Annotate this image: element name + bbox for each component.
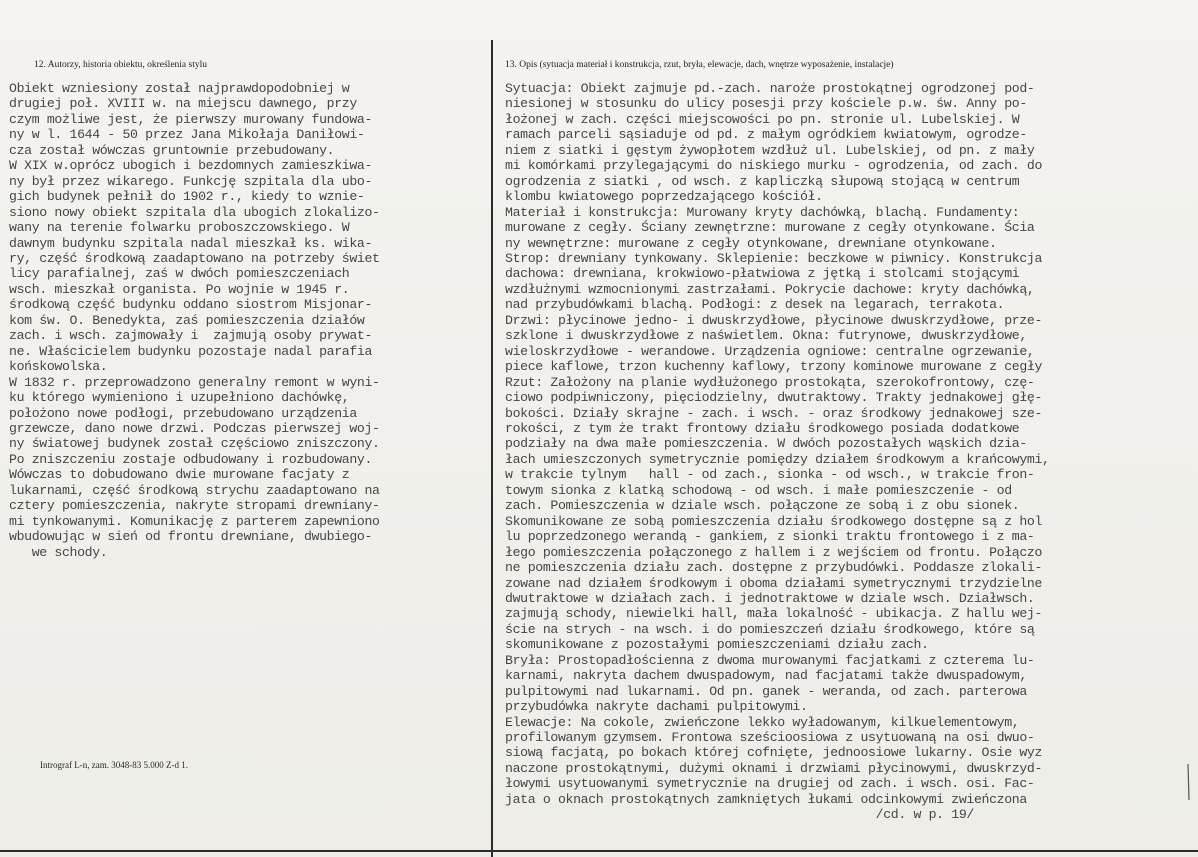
text-line: mi komórkami przylegającymi do niskiego murku - ogrodzenia, od zach. do — [505, 158, 1043, 174]
text-line: jata o oknach prostokątnych zamkniętych łukami odcinkowymi zwieńczona — [505, 791, 1027, 807]
text-line: drugiej poł. XVIII w. na miejscu dawnego, przy — [9, 96, 357, 112]
text-line: łożonej w zach. części miejscowości po pn. stronie ul. Lubelskiej. W — [505, 111, 1020, 127]
text-line: ramach parceli sąsiaduje od pd. z małym ogródkiem kwiatowym, ogrodze- — [505, 127, 1027, 143]
text-line: łowymi usytuowanymi symetrycznie na drugiej od zach. i wsch. osi. Fac- — [505, 776, 1035, 792]
description-text-block — [505, 81, 1195, 823]
text-line: dachowa: drewniana, krokwiowo-płatwiowa z jętką i stolcami stojącymi — [505, 266, 1020, 282]
column-divider — [491, 40, 493, 857]
text-line: /cd. w p. 19/ — [505, 807, 974, 823]
text-line: czym możliwe jest, że pierwszy murowany fundowa- — [9, 111, 373, 127]
text-line: końskowolska. — [9, 359, 108, 375]
text-line: gich budynek pełnił do 1902 r., kiedy to wznie- — [9, 189, 365, 205]
text-line: niesionej w stosunku do ulicy posesji przy kościele p.w. św. Anny po- — [505, 96, 1027, 112]
text-line: piece kaflowe, trzon kuchenny kaflowy, trzony kominowe murowane z cegły — [505, 359, 1043, 375]
text-line: Po zniszczeniu zostaje odbudowany i rozbudowany. — [9, 451, 373, 467]
text-line: łach umieszczonych symetrycznie pomiędzy działem środkowym a krańcowymi, — [505, 451, 1050, 467]
text-line: zowane nad działem środkowym i oboma działami symetrycznymi trzydzielne — [505, 575, 1043, 591]
text-line: ny wewnętrzne: murowane z cegły otynkowane, drewniane otynkowane. — [505, 235, 997, 251]
text-line: zajmują schody, niewielki hall, mała lokalność - ubikacja. Z hallu wej- — [505, 606, 1043, 622]
text-line: ku którego wymieniono i uzupełniono dachówkę, — [9, 390, 350, 406]
text-line: łego pomieszczenia połączonego z hallem i z wejściem od frontu. Połączo — [505, 544, 1043, 560]
section-12-header: 12. Autorzy, historia obiektu, określenia stylu — [34, 60, 207, 70]
text-line: skomunikowane z pozostałymi pomieszczeniami działu zach. — [505, 637, 929, 653]
text-line: siową facjatą, po bokach której cofnięte, jednoosiowe lukarny. Osie wyz — [505, 745, 1043, 761]
text-line: rokości, z tym że trakt frontowy działu środkowego posiada dodatkowe — [505, 420, 1020, 436]
text-line: przybudówka nakryte dachami pulpitowymi. — [505, 699, 808, 715]
text-line: ne pomieszczenia działu zach. dostępne z przybudówki. Poddasze zlokali- — [505, 560, 1043, 576]
text-line: Strop: drewniany tynkowany. Sklepienie: beczkowe w piwnicy. Konstrukcja — [505, 250, 1043, 266]
text-line: podziały na dwa małe pomieszczenia. W dwóch pozostałych wąskich dzia- — [505, 436, 1027, 452]
text-line: dawnym budynku szpitala nadal mieszkał ks. wika- — [9, 235, 373, 251]
text-line: ny był przez wikarego. Funkcję szpitala dla ubo- — [9, 173, 373, 189]
text-line: karnami, nakryta dachem dwuspadowym, nad facjatami także dwuspadowym, — [505, 668, 1027, 684]
text-line: cza został wówczas gruntownie przebudowany. — [9, 142, 335, 158]
text-line: Elewacje: Na cokole, zwieńczone lekko wyładowanym, kilkuelementowym, — [505, 714, 1020, 730]
text-line: naczone prostokątnymi, dużymi oknami i drzwiami płycinowymi, dwuskrzyd- — [505, 760, 1043, 776]
text-line: W 1832 r. przeprowadzono generalny remont w wyni- — [9, 374, 380, 390]
text-line: niem z siatki i gęstym żywopłotem wzdłuż ul. Lubelskiej, od pn. z mały — [505, 142, 1035, 158]
text-line: nad przybudówkami blachą. Podłogi: z desek na legarach, terrakota. — [505, 297, 1005, 313]
printer-imprint: Intrograf L-n, zam. 3048-83 5.000 Z-d 1. — [40, 760, 188, 770]
text-line: cztery pomieszczenia, nakryte stropami drewniany- — [9, 498, 380, 514]
text-line: ogrodzenia z siatki , od wsch. z kapliczką słupową stojącą w centrum — [505, 173, 1020, 189]
text-line: ne. Właścicielem budynku pozostaje nadal parafia — [9, 343, 373, 359]
text-line: zach. i wsch. zajmowały i zajmują osoby prywat- — [9, 328, 373, 344]
text-line: W XIX w.oprócz ubogich i bezdomnych zamieszkiwa- — [9, 158, 373, 174]
text-line: Drzwi: płycinowe jedno- i dwuskrzydłowe, płycinowe dwuskrzydłowe, prze- — [505, 312, 1043, 328]
text-line: Obiekt wzniesiony został najprawdopodobniej w — [9, 81, 350, 96]
text-line: ny w l. 1644 - 50 przez Jana Mikołaja Daniłowi- — [9, 127, 365, 143]
text-line: wzdłużnymi wzmocnionymi zastrzałami. Pokrycie dachowe: kryty dachówką, — [505, 281, 1035, 297]
text-line: Rzut: Założony na planie wydłużonego prostokąta, szerokofrontowy, czę- — [505, 374, 1035, 390]
text-line: Bryła: Prostopadłościenna z dwoma murowanymi facjatkami z czterema lu- — [505, 652, 1035, 668]
text-line: licy parafialnej, zaś w dwóch pomieszczeniach — [9, 266, 350, 282]
text-line: kom św. O. Benedykta, zaś pomieszczenia działów — [9, 312, 365, 328]
text-line: bokości. Działy skrajne - zach. i wsch. - oraz środkowy jednakowej sze- — [505, 405, 1043, 421]
bottom-rule — [0, 850, 1198, 852]
text-line: lukarnami, część środkową strychu zaadaptowano na — [9, 482, 380, 498]
text-line: zach. Pomieszczenia w dziale wsch. połączone ze sobą i z obu sionek. — [505, 498, 1020, 514]
text-line: murowane z cegły. Ściany zewnętrzne: murowane z cegły otynkowane. Ścia — [505, 220, 1035, 236]
text-line: szklone i dwuskrzydłowe z naświetlem. Okna: futrynowe, dwuskrzydłowe, — [505, 328, 1027, 344]
text-line: towym sionka z klatką schodową - od wsch. i małe pomieszczenie - od — [505, 482, 1012, 498]
handwritten-mark — [1181, 762, 1195, 802]
text-line: ciowo podpiwniczony, pięciodzielny, dwutraktowy. Trakty jednakowej głę- — [505, 390, 1043, 406]
history-text-block — [9, 81, 487, 560]
text-line: pulpitowymi nad lukarnami. Od pn. ganek - weranda, od zach. parterowa — [505, 683, 1027, 699]
text-line: klombu kwiatowego poprzedzającego kościół. — [505, 189, 823, 205]
text-line: ry, część środkową zaadaptowano na potrzeby świet — [9, 250, 380, 266]
text-line: ny światowej budynek został częściowo zniszczony. — [9, 436, 380, 452]
text-line: środkową część budynku oddano siostrom Misjonar- — [9, 297, 373, 313]
text-line: Wówczas to dobudowano dwie murowane facjaty z — [9, 467, 350, 483]
text-line: profilowanym gzymsem. Frontowa sześcioosiowa z usytuowaną na osi dwuo- — [505, 730, 1035, 746]
text-line: ście na strych - na wsch. i do pomieszczeń działu środkowego, które są — [505, 621, 1035, 637]
text-line: siono nowy obiekt szpitala dla ubogich zlokalizo- — [9, 204, 380, 220]
text-line: położono nowe podłogi, przebudowano urządzenia — [9, 405, 357, 421]
text-line: wbudowując w sień od frontu drewniane, dwubiego- — [9, 529, 373, 545]
text-line: wieloskrzydłowe - werandowe. Urządzenia ogniowe: centralne ogrzewanie, — [505, 343, 1035, 359]
text-line: Materiał i konstrukcja: Murowany kryty dachówką, blachą. Fundamenty: — [505, 204, 1020, 220]
text-line: lu poprzedzonego werandą - gankiem, z sionki traktu frontowego i z ma- — [505, 529, 1035, 545]
text-line: wany na terenie folwarku proboszczowskiego. W — [9, 220, 350, 236]
text-line: w trakcie tylnym hall - od zach., sionka - od wsch., w trakcie fron- — [505, 467, 1035, 483]
text-line: mi tynkowanymi. Komunikację z parterem zapewniono — [9, 513, 380, 529]
text-line: grzewcze, dano nowe drzwi. Podczas pierwszej woj- — [9, 420, 380, 436]
section-13-header: 13. Opis (sytuacja materiał i konstrukcja, rzut, bryła, elewacje, dach, wnętrze wyposażenie, instalacje) — [505, 60, 894, 70]
text-line: dwutraktowe w działach zach. i jednotraktowe w dziale wsch. Działwsch. — [505, 590, 1035, 606]
text-line: Sytuacja: Obiekt zajmuje pd.-zach. naroże prostokątnej ogrodzonej pod- — [505, 81, 1035, 96]
text-line: wsch. mieszkał organista. Po wojnie w 1945 r. — [9, 281, 350, 297]
text-line: we schody. — [9, 544, 108, 560]
text-line: Skomunikowane ze sobą pomieszczenia działu środkowego dostępne są z hol — [505, 513, 1043, 529]
